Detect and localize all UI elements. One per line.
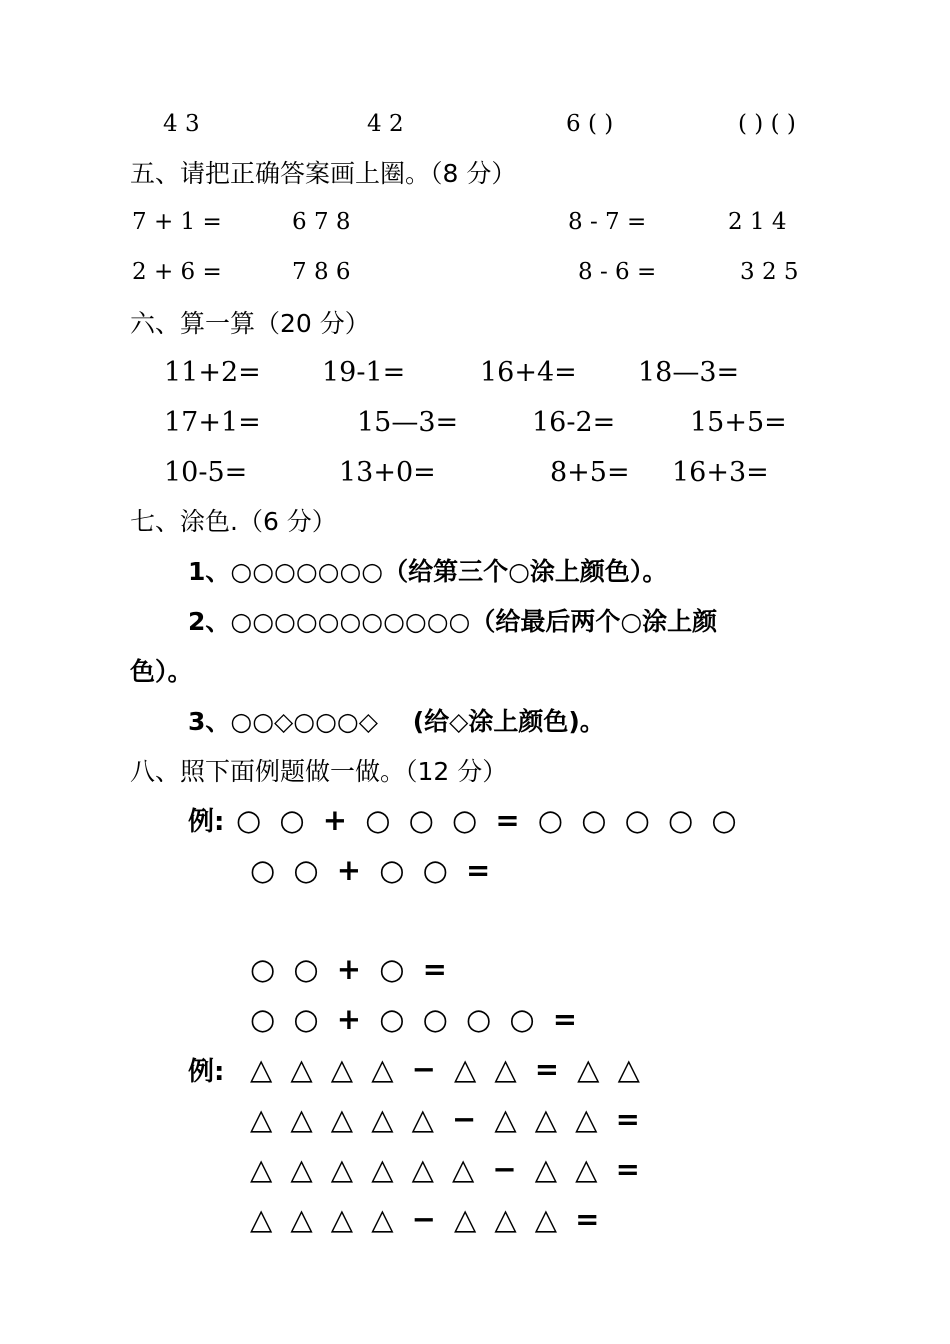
math-problem: 17+1= <box>164 407 261 438</box>
top-row-item: ( ) ( ) <box>738 111 796 137</box>
shape-equation: △ △ △ △ − △ △ = △ △ <box>250 1052 644 1086</box>
top-row-item: 4 2 <box>367 111 404 137</box>
choice-options: 7 8 6 <box>292 259 351 285</box>
math-problem: 18—3= <box>638 357 740 388</box>
choice-options: 6 7 8 <box>292 209 351 235</box>
example-label: 例: <box>188 1057 225 1087</box>
shape-equation: ○ ○ + ○ ○ ○ = ○ ○ ○ ○ ○ <box>236 803 741 837</box>
choice-options: 3 2 5 <box>740 259 799 285</box>
choice-expression: 8 - 6 = <box>578 259 657 285</box>
math-problem: 15+5= <box>690 407 787 438</box>
shape-equation: △ △ △ △ − △ △ △ = <box>250 1202 604 1236</box>
coloring-item-2-continued: 色）。 <box>130 657 193 686</box>
shape-equation: △ △ △ △ △ △ − △ △ = <box>250 1152 644 1186</box>
section-6-title: 六、算一算（20 分） <box>130 309 370 338</box>
shape-equation: △ △ △ △ △ − △ △ △ = <box>250 1102 644 1136</box>
choice-expression: 7 + 1 = <box>132 209 222 235</box>
shape-equation: ○ ○ + ○ = <box>250 952 451 986</box>
math-problem: 10-5= <box>164 457 248 488</box>
section-7-title: 七、涂色.（6 分） <box>130 507 337 536</box>
top-row-item: 4 3 <box>163 111 200 137</box>
math-problem: 19-1= <box>322 357 406 388</box>
math-problem: 15—3= <box>357 407 459 438</box>
coloring-item-3: 3、○○◇○○○◇ (给◇涂上颜色)。 <box>188 707 605 736</box>
math-problem: 13+0= <box>339 457 436 488</box>
math-problem: 16-2= <box>532 407 616 438</box>
shape-equation: ○ ○ + ○ ○ = <box>250 853 495 887</box>
math-problem: 16+4= <box>480 357 577 388</box>
example-label: 例: <box>188 807 225 837</box>
choice-options: 2 1 4 <box>728 209 787 235</box>
math-problem: 11+2= <box>164 357 261 388</box>
math-problem: 8+5= <box>550 457 630 488</box>
top-row-item: 6 ( ) <box>566 111 614 137</box>
shape-equation: ○ ○ + ○ ○ ○ ○ = <box>250 1002 582 1036</box>
section-8-title: 八、照下面例题做一做。（12 分） <box>130 757 508 786</box>
choice-expression: 2 + 6 = <box>132 259 222 285</box>
choice-expression: 8 - 7 = <box>568 209 647 235</box>
coloring-item-1: 1、○○○○○○○（给第三个○涂上颜色）。 <box>188 557 668 586</box>
coloring-item-2: 2、○○○○○○○○○○○（给最后两个○涂上颜 <box>188 607 718 636</box>
section-5-title: 五、请把正确答案画上圈。（8 分） <box>130 159 517 188</box>
math-problem: 16+3= <box>672 457 769 488</box>
